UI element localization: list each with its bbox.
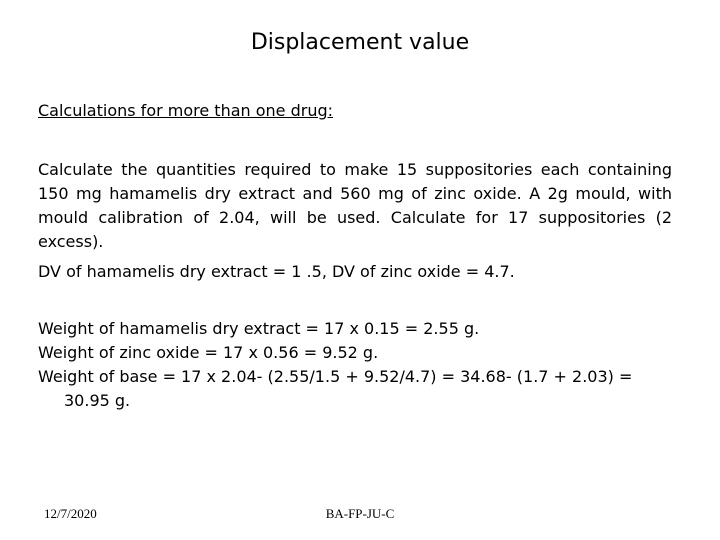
calculation-list	[38, 317, 678, 413]
footer-code: BA-FP-JU-C	[325, 506, 395, 521]
section-heading: Calculations for more than one drug:	[38, 101, 334, 120]
footer-date: 12/7/2020	[44, 506, 97, 521]
calculation-base: Weight of base = 17 x 2.04- (2.55/1.5 + 9.52/4.7) = 34.68- (1.7 + 2.03) = 30.95 g.	[38, 367, 633, 410]
slide-title: Displacement value	[250, 30, 470, 55]
calculation-hamamelis: Weight of hamamelis dry extract = 17 x 0.15 = 2.55 g.	[38, 319, 480, 338]
problem-statement: Calculate the quantities required to make 15 suppositories each containing 150 mg hamamelis dry extract and 560 mg of zinc oxide. A 2g mould, with mould calibration of 2.04, will be used. Calculate for 17 suppositories (2 excess).	[38, 160, 672, 251]
displacement-values: DV of hamamelis dry extract = 1 .5, DV of zinc oxide = 4.7.	[38, 262, 515, 281]
calculation-zinc-oxide: Weight of zinc oxide = 17 x 0.56 = 9.52 g.	[38, 343, 379, 362]
